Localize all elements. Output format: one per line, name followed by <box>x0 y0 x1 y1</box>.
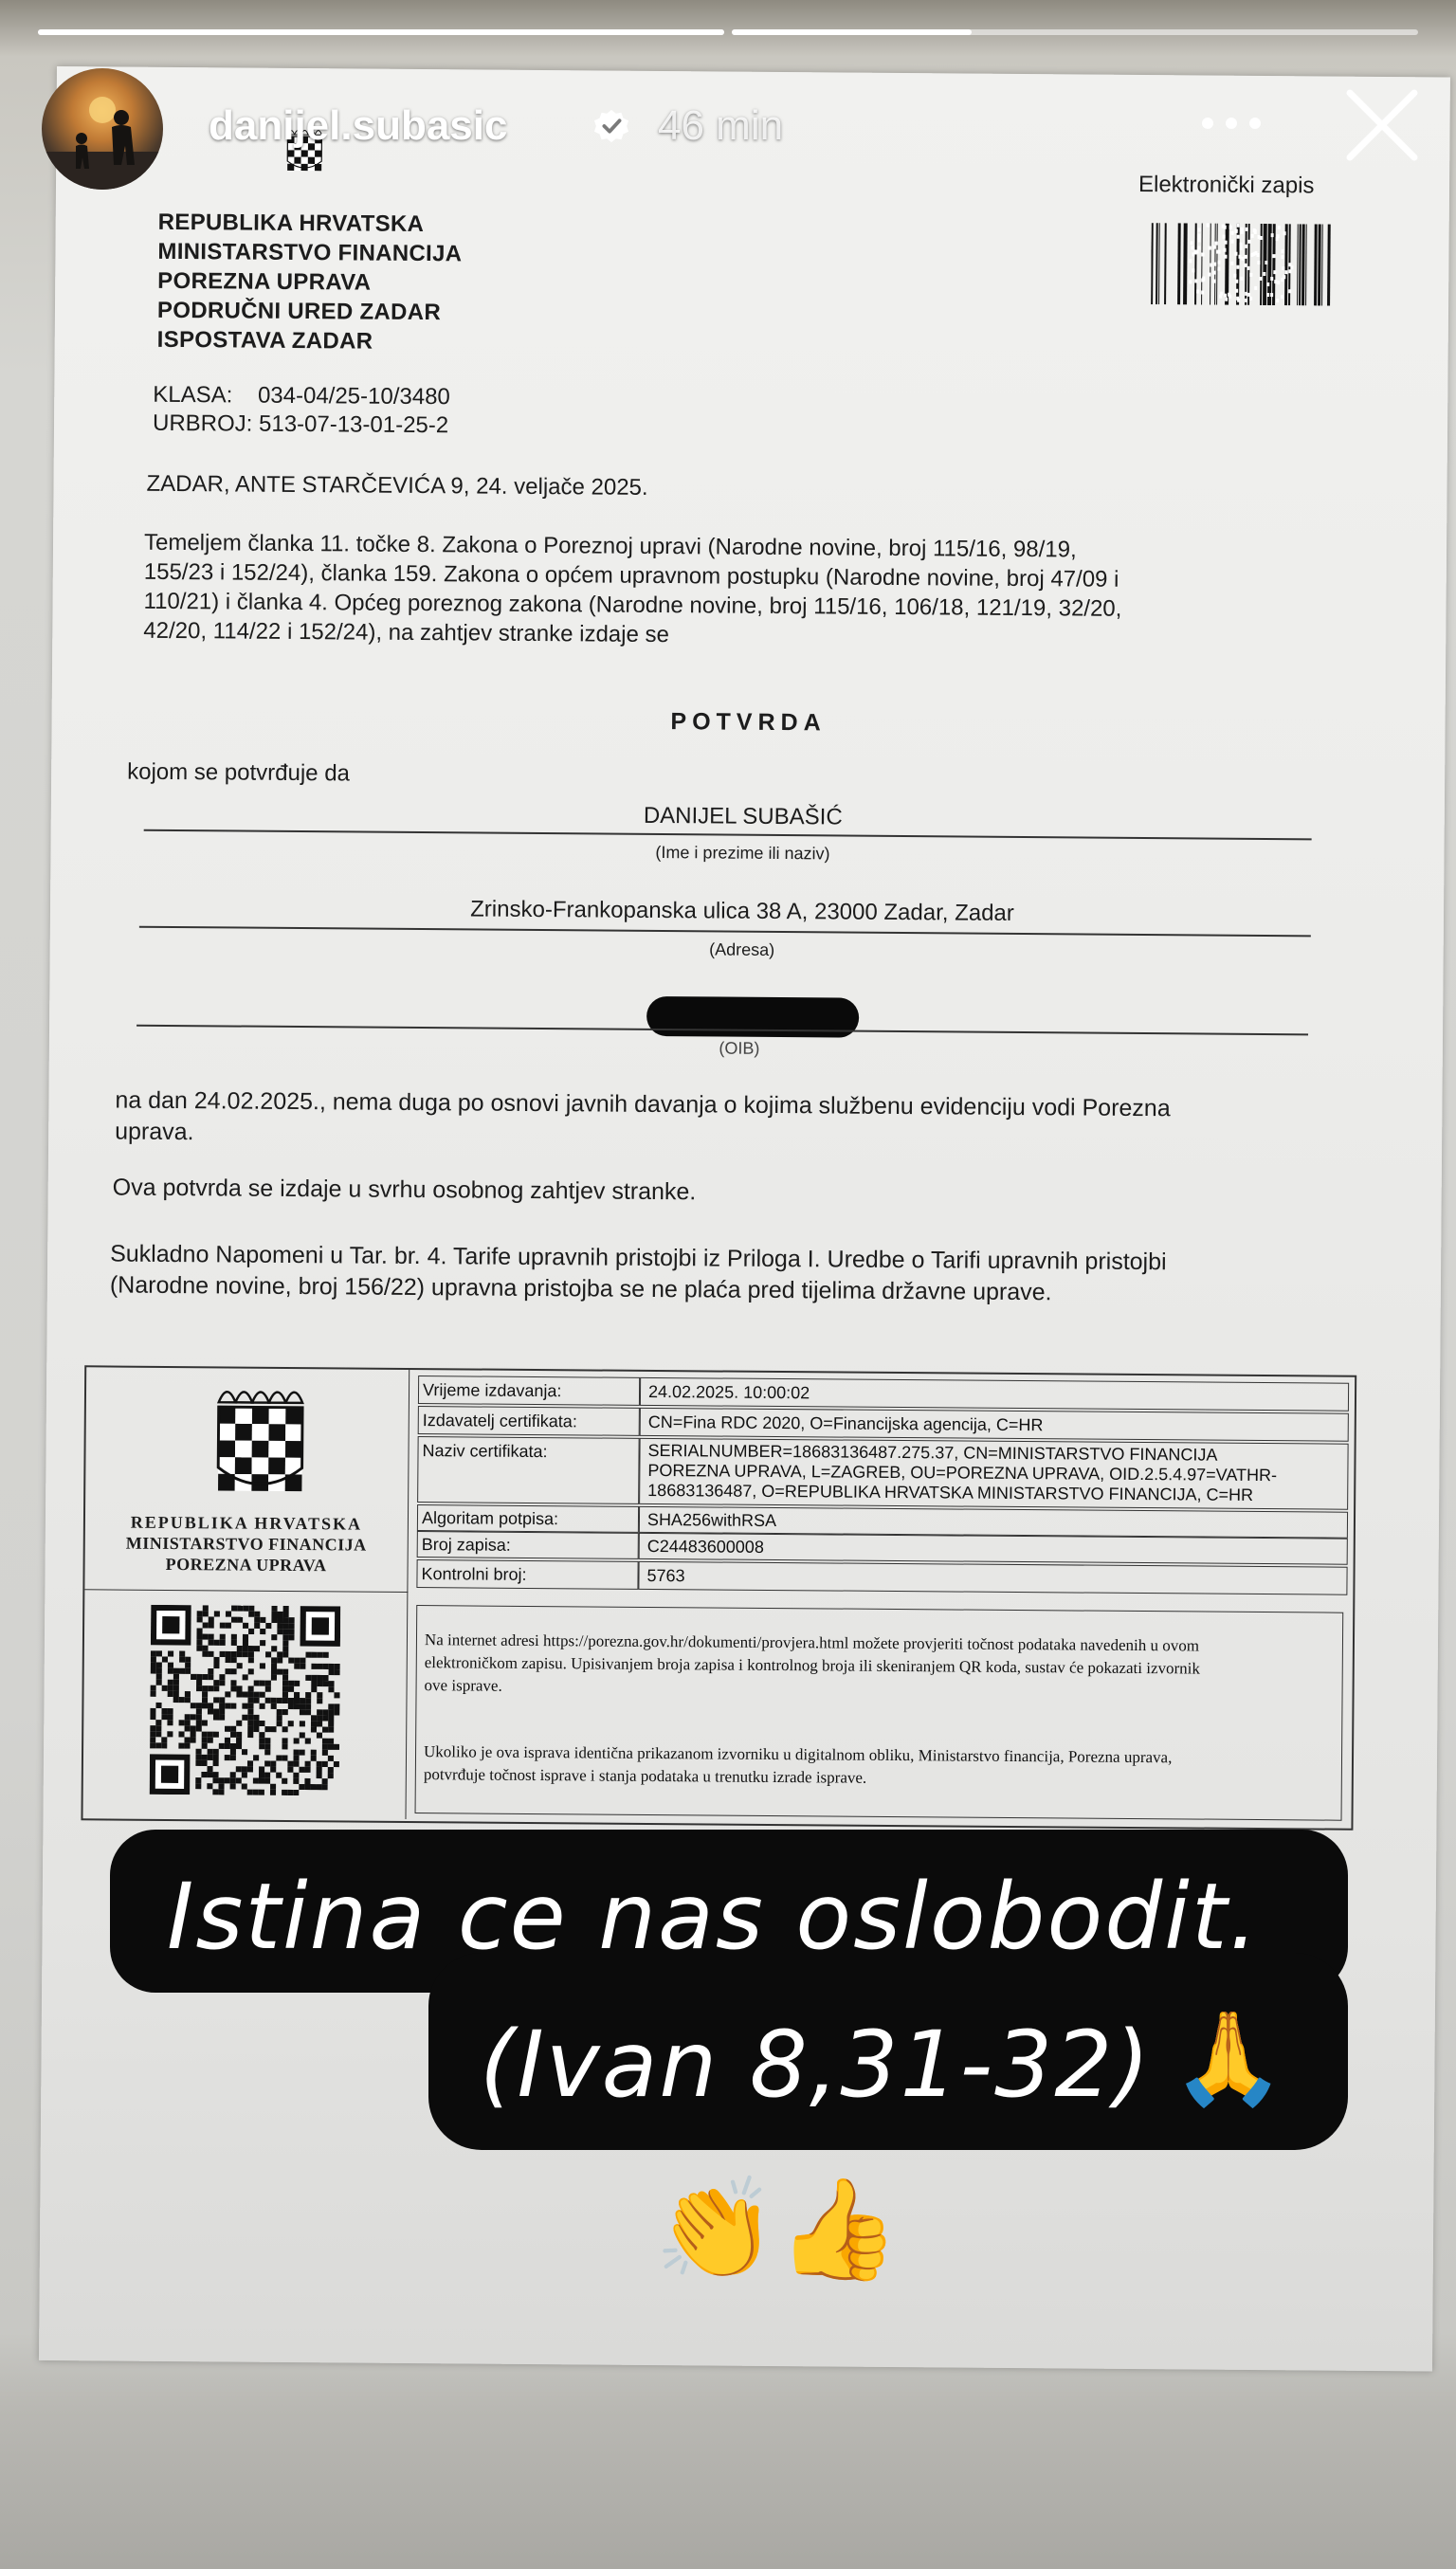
document-title: POTVRDA <box>670 708 827 737</box>
praying-hands-emoji: 🙏 <box>1172 2008 1285 2109</box>
fee-note-line: (Narodne novine, broj 156/22) upravna pristojba se ne plaća pred tijelima državne uprave. <box>109 1271 1052 1306</box>
seal-row-issuer <box>418 1406 1347 1442</box>
seal-value-line: SERIALNUMBER=18683136487.275.37, CN=MINISTARSTVO FINANCIJA <box>647 1440 1218 1465</box>
seal-label: Kontrolni broj: <box>421 1564 527 1584</box>
urbroj: URBROJ: 513-07-13-01-25-2 <box>152 410 449 439</box>
legal-basis-line: 110/21) i članka 4. Općeg poreznog zakona (Narodne novine, broj 115/16, 106/18, 121/19, 32/20, <box>143 588 1122 622</box>
oib-caption: (OIB) <box>719 1038 760 1058</box>
verification-line: elektroničkom zapisu. Upisivanjem broja zapisa i kontrolnog broja ili skeniranjem QR koda, sustav će pokazati izvornik <box>424 1653 1200 1678</box>
seal-value: 24.02.2025. 10:00:02 <box>647 1381 810 1403</box>
seal-row-cert-name <box>417 1436 1347 1510</box>
purpose-text: Ova potvrda se izdaje u svrhu osobnog zahtjev stranke. <box>112 1174 697 1206</box>
avatar[interactable] <box>42 68 163 190</box>
verified-badge-icon <box>593 108 629 144</box>
header-line: MINISTARSTVO FINANCIJA <box>157 238 463 267</box>
fee-note-line: Sukladno Napomeni u Tar. br. 4. Tarife upravnih pristojbi iz Priloga I. Uredbe o Tarifi upravnih pristojbi <box>110 1240 1167 1276</box>
identical-line: Ukoliko je ova isprava identična prikazanom izvorniku u digitalnom obliku, Ministarstvo financija, Porezna uprava, <box>423 1742 1173 1767</box>
seal-org-line: POREZNA UPRAVA <box>165 1554 327 1576</box>
seal-org-line: MINISTARSTVO FINANCIJA <box>125 1533 367 1555</box>
seal-value: C24483600008 <box>646 1536 764 1557</box>
verification-text <box>425 1629 1201 1703</box>
electronic-seal-table <box>81 1365 1356 1831</box>
seal-label: Algoritam potpisa: <box>421 1508 559 1529</box>
story-progress-2 <box>732 29 1418 35</box>
header-line: PODRUČNI URED ZADAR <box>156 297 442 326</box>
identical-line: potvrđuje točnost isprave i stanja podataka u trenutku izrade isprave. <box>423 1765 867 1787</box>
seal-label: Broj zapisa: <box>421 1535 511 1555</box>
place-date: ZADAR, ANTE STARČEVIĆA 9, 24. veljače 2025. <box>146 470 648 501</box>
avatar-silhouette-icon <box>42 68 163 190</box>
address-caption: (Adresa) <box>709 939 775 959</box>
seal-label: Vrijeme izdavanja: <box>422 1380 562 1401</box>
story-progress-1 <box>38 29 724 35</box>
story-username[interactable]: danijel.subasic <box>209 102 508 149</box>
qr-cell <box>83 1589 409 1819</box>
sticker-emoji: 👏👍 <box>654 2175 900 2285</box>
header-line: REPUBLIKA HRVATSKA <box>157 209 425 238</box>
verification-line: Na internet adresi https://porezna.gov.hr/dokumenti/provjera.html možete provjeriti točnost podataka navedenih u ovom <box>424 1631 1200 1655</box>
seal-org-cell <box>84 1367 410 1593</box>
statement-line: na dan 24.02.2025., nema duga po osnovi javnih davanja o kojima službenu evidenciju vodi Porezna <box>115 1086 1171 1122</box>
legal-basis-line: Temeljem članka 11. točke 8. Zakona o Poreznoj upravi (Narodne novine, broj 115/16, 98/19, <box>143 529 1077 563</box>
seal-value-line: POREZNA UPRAVA, L=ZAGREB, OU=POREZNA UPRAVA, OID.2.5.4.97=VATHR- <box>647 1460 1278 1485</box>
header-line: ISPOSTAVA ZADAR <box>156 326 373 355</box>
confirms-text: kojom se potvrđuje da <box>127 758 351 787</box>
legal-basis-line: 155/23 i 152/24), članka 159. Zakona o općem upravnom postupku (Narodne novine, broj 47/09 i <box>143 558 1119 592</box>
identical-text <box>424 1740 1173 1792</box>
seal-value-line: 18683136487, O=REPUBLIKA HRVATSKA MINISTARSTVO FINANCIJA, C=HR <box>647 1480 1254 1504</box>
seal-value: CN=Fina RDC 2020, O=Financijska agencija, C=HR <box>647 1412 1044 1435</box>
caption-line2: (Ivan 8,31-32) <box>480 2012 1152 2118</box>
seal-org-line: REPUBLIKA HRVATSKA <box>130 1512 363 1534</box>
qr-code-icon <box>150 1605 341 1796</box>
seal-value: 5763 <box>646 1565 685 1586</box>
verification-info <box>415 1605 1344 1821</box>
statement-line: uprava. <box>115 1118 194 1146</box>
holder-address: Zrinsko-Frankopanska ulica 38 A, 23000 Zadar, Zadar <box>470 896 1014 926</box>
debt-statement <box>115 1085 1404 1158</box>
seal-org-name <box>85 1511 409 1576</box>
seal-details <box>418 1376 1347 1586</box>
seal-label: Naziv certifikata: <box>422 1441 548 1462</box>
issuer-header <box>157 208 463 357</box>
progress-fill <box>38 29 724 35</box>
klasa: KLASA: 034-04/25-10/3480 <box>153 381 450 410</box>
barcode-icon <box>1151 223 1332 305</box>
close-icon[interactable] <box>1342 85 1422 165</box>
electronic-record-label: Elektronički zapis <box>1138 171 1315 199</box>
holder-name: DANIJEL SUBAŠIĆ <box>643 802 843 830</box>
fee-note <box>110 1238 1418 1311</box>
name-caption: (Ime i prezime ili naziv) <box>655 842 830 864</box>
seal-value <box>647 1441 1277 1505</box>
header-line: POREZNA UPRAVA <box>157 267 372 296</box>
legal-basis <box>143 528 1376 655</box>
coat-of-arms-icon <box>209 1377 312 1511</box>
story-time-ago: 46 min <box>658 102 784 149</box>
seal-value: SHA256withRSA <box>646 1509 777 1531</box>
caption-line1: Istina ce nas oslobodit. <box>167 1864 1260 1970</box>
seal-row-control-number <box>416 1559 1345 1595</box>
seal-label: Izdavatelj certifikata: <box>422 1411 577 1431</box>
legal-basis-line: 42/20, 114/22 i 152/24), na zahtjev stranke izdaje se <box>143 617 670 648</box>
progress-fill <box>732 29 972 35</box>
more-dots-icon[interactable] <box>1196 104 1266 142</box>
seal-row-issue-time <box>418 1376 1347 1412</box>
verification-line: ove isprave. <box>424 1676 502 1695</box>
